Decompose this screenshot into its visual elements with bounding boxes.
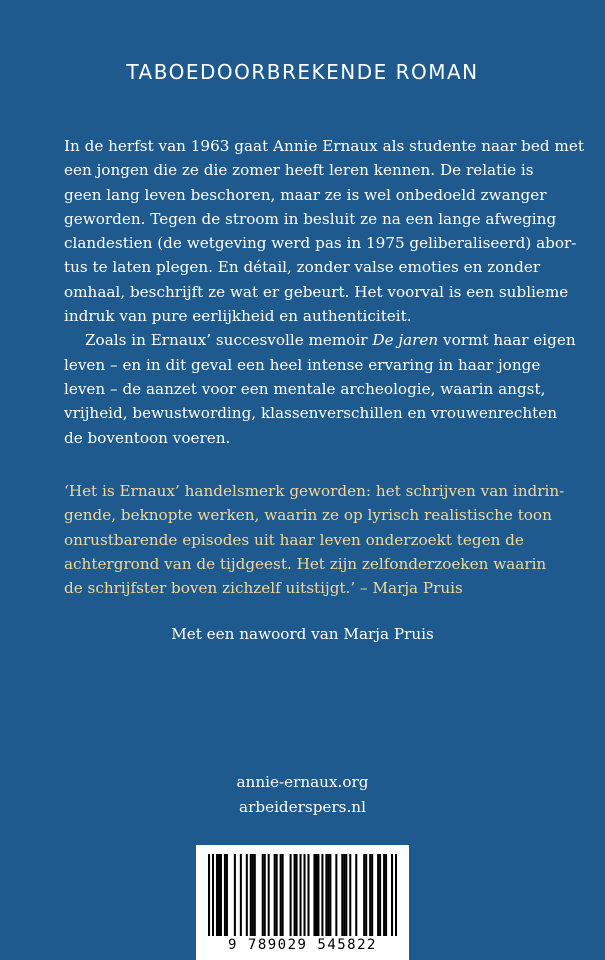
barcode-bar — [383, 854, 385, 936]
blurb-line — [64, 328, 576, 352]
blurb-line: tus te laten plegen. En détail, zonder valse emoties en zonder — [64, 258, 541, 277]
barcode-bar — [226, 854, 228, 936]
press-quote — [64, 479, 565, 600]
blurb-text-segment: vormt haar eigen — [438, 331, 576, 350]
quote-line: gende, beknopte werken, waarin ze op lyrisch realistische toon — [64, 506, 552, 525]
barcode-bar — [212, 854, 214, 936]
barcode-bar — [274, 854, 276, 936]
quote-line: achtergrond van de tijdgeest. Het zijn zelfonderzoeken waarin — [64, 554, 547, 573]
barcode-bar — [262, 854, 264, 936]
barcode-bar — [234, 854, 236, 936]
isbn-barcode — [208, 854, 397, 936]
blurb-line: leven – en in dit geval een heel intense ervaring in haar jonge — [64, 355, 541, 374]
barcode-bar — [216, 854, 218, 936]
barcode-bar — [341, 854, 343, 936]
barcode-bar — [307, 854, 309, 936]
barcode-bar — [395, 854, 397, 936]
barcode-bar — [365, 854, 367, 936]
barcode-bar — [391, 854, 393, 936]
barcode-bar — [385, 854, 387, 936]
blurb-line: omhaal, beschrijft ze wat er gebeurt. Het voorval is een sublieme — [64, 282, 569, 301]
barcode-bar — [363, 854, 365, 936]
barcode-bar — [218, 854, 220, 936]
barcode-bar — [290, 854, 292, 936]
isbn-number: 9 789029 545822 — [228, 937, 377, 953]
barcode-bar — [296, 854, 298, 936]
barcode-bar — [282, 854, 284, 936]
barcode-bar — [343, 854, 345, 936]
barcode-bar — [315, 854, 317, 936]
barcode-bar — [280, 854, 282, 936]
blurb-text-segment: Zoals in Ernaux’ succesvolle memoir — [85, 331, 373, 350]
barcode-bar — [276, 854, 278, 936]
barcode-bar — [254, 854, 256, 936]
author-website[interactable]: annie-ernaux.org — [236, 773, 369, 791]
barcode-bar — [321, 854, 323, 936]
blurb-line: indruk van pure eerlijkheid en authenticiteit. — [64, 307, 412, 326]
barcode-bar — [371, 854, 373, 936]
barcode-bar — [369, 854, 371, 936]
barcode-panel — [196, 845, 409, 960]
afterword-note: Met een nawoord van Marja Pruis — [171, 625, 434, 643]
barcode-bar — [313, 854, 315, 936]
blurb-line: In de herfst van 1963 gaat Annie Ernaux als studente naar bed met — [64, 137, 584, 155]
barcode-bar — [335, 854, 337, 936]
book-title-de-jaren: De jaren — [372, 331, 439, 350]
barcode-bar — [252, 854, 254, 936]
barcode-bar — [325, 854, 327, 936]
barcode-bar — [329, 854, 331, 936]
blurb-line: geen lang leven beschoren, maar ze is wel onbedoeld zwanger — [64, 185, 547, 204]
barcode-bar — [294, 854, 296, 936]
barcode-bar — [379, 854, 381, 936]
barcode-bar — [208, 854, 210, 936]
barcode-bar — [300, 854, 302, 936]
barcode-bar — [220, 854, 222, 936]
barcode-bar — [349, 854, 351, 936]
quote-line: onrustbarende episodes uit haar leven onderzoekt tegen de — [64, 530, 524, 549]
blurb-line: clandestien (de wetgeving werd pas in 1975 geliberaliseerd) abor- — [64, 234, 577, 253]
blurb-line: leven – de aanzet voor een mentale archeologie, waarin angst, — [64, 379, 546, 398]
blurb-line: geworden. Tegen de stroom in besluit ze na een lange afweging — [64, 209, 557, 228]
barcode-bar — [303, 854, 305, 936]
blurb-line: vrijheid, bewustwording, klassenverschillen en vrouwenrechten — [64, 404, 558, 423]
publisher-website[interactable]: arbeiderspers.nl — [239, 798, 366, 816]
website-links — [0, 770, 605, 820]
barcode-bar — [355, 854, 357, 936]
cover-headline: TABOEDOORBREKENDE ROMAN — [126, 60, 479, 84]
blurb-text — [64, 134, 584, 450]
barcode-bar — [317, 854, 319, 936]
barcode-bar — [345, 854, 347, 936]
barcode-bar — [250, 854, 252, 936]
barcode-bar — [327, 854, 329, 936]
barcode-bar — [224, 854, 226, 936]
quote-line: ‘Het is Ernaux’ handelsmerk geworden: het schrijven van indrin- — [64, 482, 565, 500]
barcode-bar — [240, 854, 242, 936]
quote-line: de schrijfster boven zichzelf uitstijgt.’ – Marja Pruis — [64, 579, 463, 598]
barcode-bar — [377, 854, 379, 936]
blurb-line: een jongen die ze die zomer heeft leren kennen. De relatie is — [64, 161, 534, 180]
blurb-line: de boventoon voeren. — [64, 428, 231, 447]
barcode-bar — [268, 854, 270, 936]
barcode-bar — [246, 854, 248, 936]
barcode-bar — [264, 854, 266, 936]
